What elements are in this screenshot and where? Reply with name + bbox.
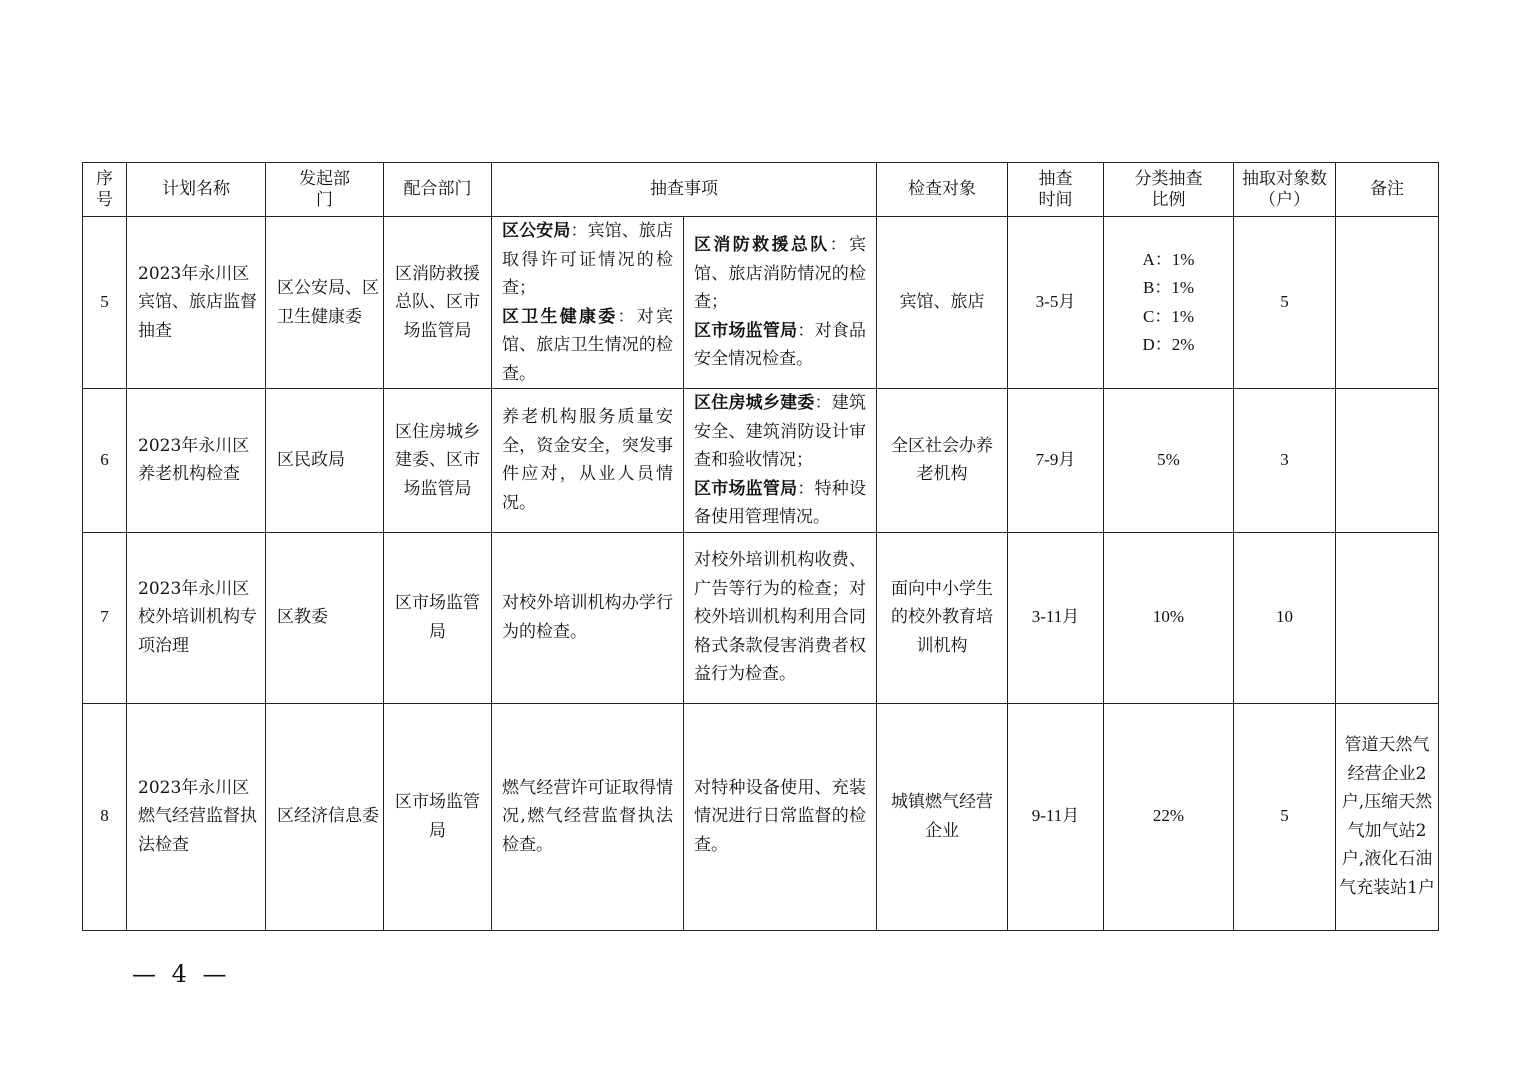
matter-text: 对校外培训机构办学行为的检查。 xyxy=(502,593,673,642)
row-target: 宾馆、旅店 xyxy=(877,217,1008,389)
header-initiator: 发起部门 xyxy=(266,163,384,217)
page-number: — 4 — xyxy=(132,960,231,988)
header-count: 抽取对象数（户） xyxy=(1234,163,1336,217)
row-matters-part2 xyxy=(684,703,877,930)
table-header-row xyxy=(83,163,1439,217)
matter-department-label: 区消防救援总队 xyxy=(694,235,830,256)
row-matters-part2 xyxy=(684,532,877,703)
row-matters-part2 xyxy=(684,217,877,389)
row-target: 全区社会办养老机构 xyxy=(877,389,1008,533)
row-initiator: 区民政局 xyxy=(266,389,384,533)
matter-text: ：对食品安全情况检查。 xyxy=(694,320,867,370)
header-seq: 序号 xyxy=(83,163,127,217)
row-coop-dept: 区市场监管局 xyxy=(384,703,492,930)
row-time: 3-11月 xyxy=(1008,532,1104,703)
row-ratio xyxy=(1104,217,1234,389)
ratio-value: 10% xyxy=(1152,607,1185,627)
ratio-value: D：2% xyxy=(1142,335,1195,354)
ratio-value: A：1% xyxy=(1142,249,1195,269)
row-plan-name: 2023年永川区校外培训机构专项治理 xyxy=(127,532,266,703)
row-matters-part1 xyxy=(492,532,684,703)
row-time: 3-5月 xyxy=(1008,217,1104,389)
header-time: 抽查时间 xyxy=(1008,163,1104,217)
row-ratio xyxy=(1104,389,1234,533)
row-seq: 7 xyxy=(83,532,127,703)
row-plan-name: 2023年永川区燃气经营监督执法检查 xyxy=(127,703,266,930)
table-row xyxy=(83,703,1439,930)
matter-text: 燃气经营许可证取得情况,燃气经营监督执法检查。 xyxy=(502,777,673,855)
row-coop-dept: 区消防救援总队、区市场监管局 xyxy=(384,217,492,389)
row-target: 面向中小学生的校外教育培训机构 xyxy=(877,532,1008,703)
matter-text: 对特种设备使用、充装情况进行日常监督的检查。 xyxy=(694,777,866,855)
matter-text: ：宾馆、旅店消防情况的检查； xyxy=(694,235,866,313)
matter-text: ：特种设备使用管理情况。 xyxy=(694,478,867,527)
row-seq: 5 xyxy=(83,217,127,389)
row-coop-dept: 区住房城乡建委、区市场监管局 xyxy=(384,389,492,533)
matter-department-label: 区市场监管局 xyxy=(694,478,798,499)
row-target: 城镇燃气经营企业 xyxy=(877,703,1008,930)
table-row xyxy=(83,532,1439,703)
row-matters-part1 xyxy=(492,389,684,533)
row-initiator: 区教委 xyxy=(266,532,384,703)
header-coop-dept: 配合部门 xyxy=(384,163,492,217)
header-note: 备注 xyxy=(1336,163,1439,217)
table-row xyxy=(83,389,1439,533)
row-time: 7-9月 xyxy=(1008,389,1104,533)
header-ratio: 分类抽查比例 xyxy=(1104,163,1234,217)
header-inspection-matters: 抽查事项 xyxy=(492,163,877,217)
row-initiator: 区经济信息委 xyxy=(266,703,384,930)
header-plan-name: 计划名称 xyxy=(127,163,266,217)
matter-department-label: 区市场监管局 xyxy=(694,320,798,341)
ratio-value: B：1% xyxy=(1143,278,1194,297)
row-initiator: 区公安局、区卫生健康委 xyxy=(266,217,384,389)
row-time: 9-11月 xyxy=(1008,703,1104,930)
matter-text: ：对宾馆、旅店卫生情况的检查。 xyxy=(502,306,673,384)
ratio-value: 5% xyxy=(1157,450,1180,469)
matter-text: ：宾馆、旅店取得许可证情况的检查； xyxy=(502,221,674,298)
row-note xyxy=(1336,217,1439,389)
row-note xyxy=(1336,389,1439,533)
matter-text: 养老机构服务质量安全，资金安全，突发事件应对，从业人员情况。 xyxy=(502,407,673,513)
matter-department-label: 区卫生健康委 xyxy=(502,306,618,327)
row-coop-dept: 区市场监管局 xyxy=(384,532,492,703)
row-matters-part1 xyxy=(492,217,684,389)
matter-department-label: 区住房城乡建委 xyxy=(694,393,815,413)
row-count: 3 xyxy=(1234,389,1336,533)
row-count: 10 xyxy=(1234,532,1336,703)
row-ratio xyxy=(1104,703,1234,930)
row-count: 5 xyxy=(1234,217,1336,389)
ratio-value: C：1% xyxy=(1143,306,1194,326)
row-count: 5 xyxy=(1234,703,1336,930)
row-plan-name: 2023年永川区宾馆、旅店监督抽查 xyxy=(127,217,266,389)
table-row xyxy=(83,217,1439,389)
row-ratio xyxy=(1104,532,1234,703)
ratio-value: 22% xyxy=(1152,806,1185,826)
row-note xyxy=(1336,532,1439,703)
row-seq: 8 xyxy=(83,703,127,930)
row-note: 管道天然气经营企业2户,压缩天然气加气站2户,液化石油气充装站1户 xyxy=(1336,703,1439,930)
row-plan-name: 2023年永川区养老机构检查 xyxy=(127,389,266,533)
row-seq: 6 xyxy=(83,389,127,533)
row-matters-part2 xyxy=(684,389,877,533)
row-matters-part1 xyxy=(492,703,684,930)
header-target: 检查对象 xyxy=(877,163,1008,217)
matter-text: ：建筑安全、建筑消防设计审查和验收情况； xyxy=(694,393,867,470)
matter-department-label: 区公安局 xyxy=(502,221,571,241)
matter-text: 对校外培训机构收费、广告等行为的检查；对校外培训机构利用合同格式条款侵害消费者权益行为检查。 xyxy=(694,550,866,685)
inspection-plan-table xyxy=(82,162,1439,931)
